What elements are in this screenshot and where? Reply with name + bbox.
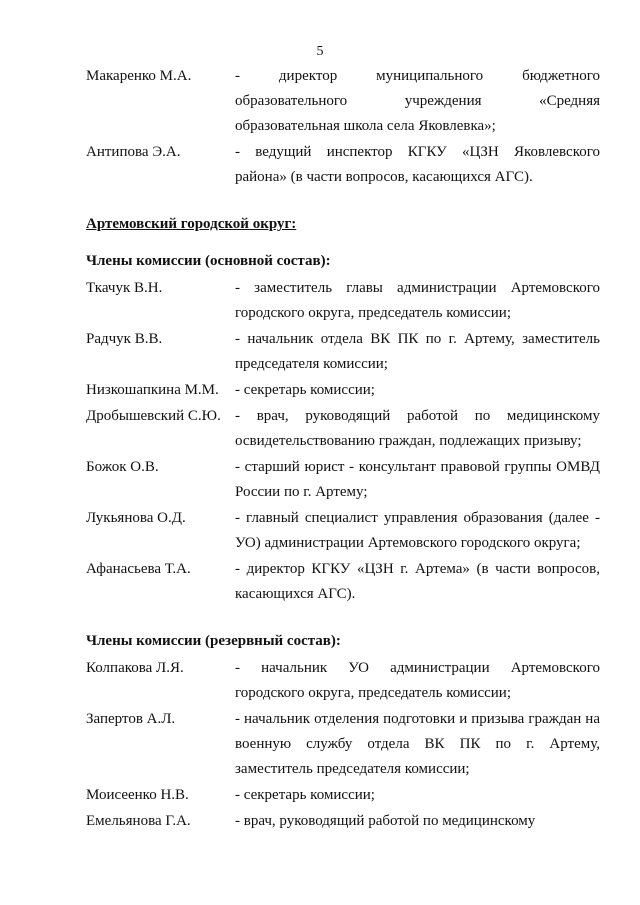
- member-name: Дробышевский С.Ю.: [86, 408, 221, 424]
- member-role: [235, 64, 600, 139]
- role-line: образовательного учреждения «Средняя: [235, 93, 600, 109]
- main-members-list: [86, 276, 600, 607]
- member-role: [235, 809, 600, 834]
- role-line: городского округа, председатель комиссии;: [235, 685, 511, 701]
- member-entry: [86, 707, 600, 782]
- top-entries-list: [86, 64, 600, 190]
- member-entry: [86, 276, 600, 326]
- member-role: [235, 656, 600, 706]
- role-line: образовательная школа села Яковлевка»;: [235, 118, 496, 134]
- member-entry: [86, 783, 600, 808]
- role-line: председателя комиссии;: [235, 356, 388, 372]
- main-members-heading: Члены комиссии (основной состав):: [86, 253, 331, 269]
- member-name: Афанасьева Т.А.: [86, 561, 191, 577]
- role-line: - ведущий инспектор КГКУ «ЦЗН Яковлевского: [235, 144, 600, 160]
- role-line: касающихся АГС).: [235, 586, 356, 602]
- member-role: [235, 378, 600, 403]
- role-line: - начальник УО администрации Артемовского: [235, 660, 600, 676]
- member-name: Колпакова Л.Я.: [86, 660, 184, 676]
- member-name: Антипова Э.А.: [86, 144, 181, 160]
- reserve-members-heading: Члены комиссии (резервный состав):: [86, 633, 341, 649]
- role-line: заместитель председателя комиссии;: [235, 761, 470, 777]
- member-role: [235, 455, 600, 505]
- member-role: [235, 327, 600, 377]
- role-line: УО) администрации Артемовского городского округа;: [235, 535, 581, 551]
- role-line: - секретарь комиссии;: [235, 382, 375, 398]
- member-name: Запертов А.Л.: [86, 711, 176, 727]
- member-name: Лукьянова О.Д.: [86, 510, 186, 526]
- role-line: - начальник отдела ВК ПК по г. Артему, заместитель: [235, 331, 600, 347]
- role-line: освидетельствованию граждан, подлежащих призыву;: [235, 433, 582, 449]
- member-role: [235, 506, 600, 556]
- role-line: - директор КГКУ «ЦЗН г. Артема» (в части вопросов,: [235, 561, 600, 577]
- reserve-members-list: [86, 656, 600, 834]
- district-heading: Артемовский городской округ:: [86, 216, 297, 232]
- member-role: [235, 276, 600, 326]
- member-entry: [86, 64, 600, 139]
- role-line: - врач, руководящий работой по медицинскому: [235, 408, 600, 424]
- role-line: района» (в части вопросов, касающихся АГС).: [235, 169, 533, 185]
- member-entry: [86, 327, 600, 377]
- role-line: - старший юрист - консультант правовой группы ОМВД: [235, 459, 600, 475]
- member-name: Емельянова Г.А.: [86, 813, 191, 829]
- page-number: 5: [316, 44, 324, 59]
- member-entry: [86, 140, 600, 190]
- role-line: городского округа, председатель комиссии;: [235, 305, 511, 321]
- role-line: - заместитель главы администрации Артемовского: [235, 280, 600, 296]
- member-entry: [86, 656, 600, 706]
- member-name: Радчук В.В.: [86, 331, 163, 347]
- member-entry: [86, 557, 600, 607]
- member-entry: [86, 455, 600, 505]
- member-entry: [86, 378, 600, 403]
- role-line: - главный специалист управления образования (далее -: [235, 510, 600, 526]
- member-name: Низкошапкина М.М.: [86, 382, 219, 398]
- role-line: России по г. Артему;: [235, 484, 368, 500]
- member-role: [235, 140, 600, 190]
- member-role: [235, 783, 600, 808]
- member-entry: [86, 404, 600, 454]
- member-role: [235, 707, 600, 782]
- document-body: [86, 64, 600, 834]
- member-name: Макаренко М.А.: [86, 68, 192, 84]
- member-entry: [86, 809, 600, 834]
- role-line: - директор муниципального бюджетного: [235, 68, 600, 84]
- member-role: [235, 557, 600, 607]
- role-line: военную службу отдела ВК ПК по г. Артему,: [235, 736, 600, 752]
- member-name: Божок О.В.: [86, 459, 159, 475]
- member-entry: [86, 506, 600, 556]
- member-name: Моисеенко Н.В.: [86, 787, 189, 803]
- member-name: Ткачук В.Н.: [86, 280, 163, 296]
- role-line: - начальник отделения подготовки и призыва граждан на: [235, 711, 600, 727]
- role-line: - секретарь комиссии;: [235, 787, 375, 803]
- member-role: [235, 404, 600, 454]
- role-line: - врач, руководящий работой по медицинскому: [235, 813, 536, 829]
